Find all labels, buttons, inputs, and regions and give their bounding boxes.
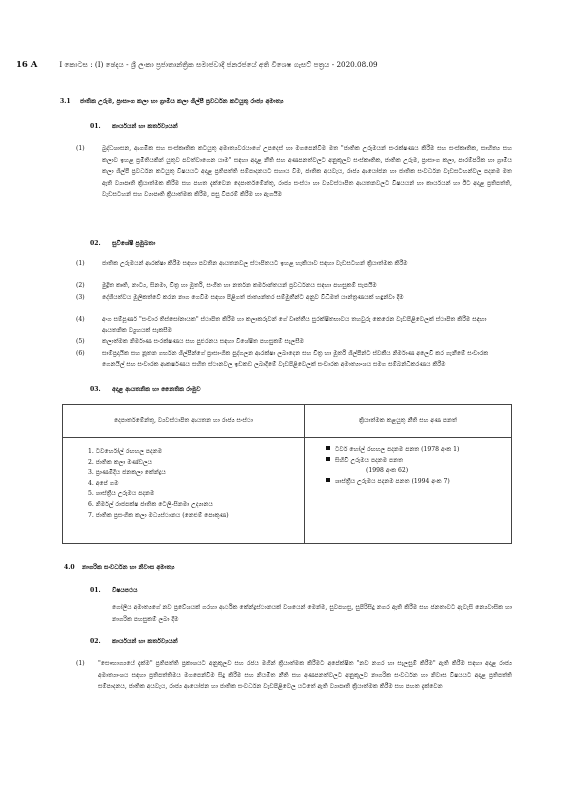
acts-list bbox=[306, 445, 510, 487]
subsection-number: 01. bbox=[90, 587, 101, 594]
section-title: නාගරික සංවර්ධන හා නිවාස අමාත්‍ය bbox=[82, 564, 175, 571]
table-header-acts: ක්‍රියාත්මක කළයුතු නීති සහ අණ පනත් bbox=[305, 405, 512, 438]
duties-paragraph: බුද්ධශාසන, ආගමික සහ සංස්කෘතික කටයුතු අමාත්‍යවරයාගේ උපදෙස් හා මගපෙන්වීම මත "ජාතික උරුමයන් සංරක්ෂණය කිරීම සහ සංස්කෘතික, සාහිත්‍ය සහ කලාව ඉහළ ප්‍රමිතියකින් යුතුව පවත්වාගෙන යාම" සඳහා අදාළ නීති සහ අණපනත්වලට අනුකූලව සංස්කෘතික, ජාතික උරුම, ප්‍රාසාංග කලා, පාරම්පරික හා ග්‍රාමීය කලා ශිල්පී ප්‍රවර්ධන කටයුතු විෂයයට අදාළ ප්‍රතිපත්ති සම්පාදනයට සහාය වීම, ජාතික අයවැය, රාජ්‍ය ආයෝජන හා ජාතික සංවර්ධන වැඩසටහන්වල පදනම මත ඇති ව්‍යාපෘති ක්‍රියාත්මක කිරීම සහ පහත දැක්වෙන දෙපාර්තමේන්තු, රාජ්‍ය සංස්ථා හා ව්‍යවස්ථාපිත ආයතනවලට විෂයයන් හා කාර්යයන් හා ඊට අදාළ ප්‍රතිපත්ති, වැඩසටහන් සහ ව්‍යාපෘති ක්‍රියාත්මක කිරීම, පසු විපරම් කිරීම හා ඇගයීම bbox=[102, 145, 512, 198]
section-title: ජාතික උරුම, ප්‍රාසාංග කලා හා ග්‍රාමීය කලා ශිල්පී ප්‍රවර්ධන කටයුතු රාජ්‍ය අමාත්‍ය bbox=[80, 98, 284, 105]
paragraph-number: (1) bbox=[76, 660, 85, 667]
header-title: I කොටස : (I) ඡෙදය - ශ්‍රී ලංකා ප්‍රජාතාන්ත්‍රික සමාජවාදී ජනරජයේ අති විශෙෂ ගැසට් පත්‍රය - 2020.08.09 bbox=[59, 60, 378, 69]
subsection-number: 01. bbox=[90, 123, 101, 130]
subsection-title: කාර්යයන් හා කර්තව්‍යයන් bbox=[112, 123, 178, 130]
list-item: 2. ජාතික කලා මණ්ඩලය bbox=[88, 458, 153, 466]
duties-paragraph: "සෞභාග්‍යයේ දැක්ම" ප්‍රතිපත්ති ප්‍රකාශයට අනුකූලව සහ රජය මගින් ක්‍රියාත්මක කිරීමට අපේක්ෂිත "නව නගර හා සැලසුම් කිරීම" ඇති කිරීම සඳහා අදාළ රාජ්‍ය අමාත්‍යාංශය සඳහා ප්‍රතිපත්තිමය මගපෙන්වීම සිදු කිරීම සහ නියමිත නීති සහ අණපනත්වලට අනුකූලව නාගරික සංවර්ධන හා නිවාස විෂයයට අදාළ ප්‍රතිපත්ති සම්පාදනය, ජාතික අයවැය, රාජ්‍ය ආයෝජන හා ජාතික සංවර්ධන වැඩපිළිවෙල යටතේ ඇති ව්‍යාපෘති ක්‍රියාත්මක කිරීම සහ පහත දැක්වෙන bbox=[98, 660, 512, 690]
list-item: 7. ජාතික ප්‍රසංගික කලා මධ්‍යස්ථානය (නෙළුම් පොකුණ) bbox=[88, 511, 229, 519]
subsection-title: සුවිශේෂී ප්‍රමුඛතා bbox=[112, 240, 156, 247]
list-item: සිහිවී උරුමය පදනම පනත (1998 අංක 62) bbox=[326, 456, 510, 477]
page-header bbox=[16, 60, 556, 70]
subsection-number: 02. bbox=[90, 638, 101, 645]
institutions-list bbox=[64, 447, 303, 521]
list-item: ශාස්ත්‍රීය උරුමය පදනම පනත (1994 අංක 7) bbox=[326, 477, 510, 488]
list-item: ටවර් හෝල් රඟහල පදනම පනත (1978 අංක 1) bbox=[326, 445, 510, 456]
gazette-page: 16 A I කොටස : (I) ඡෙදය - ශ්‍රී ලංකා ප්‍රජාතාන්ත්‍රික සමාජවාදී ජනරජයේ අති විශෙෂ ගැසට් පත්‍රය - 2020.08.09 3.1 ජාතික උරුම, ප්‍රාසාංග කලා හා ග්‍රාමීය කලා ශිල්පී ප්‍රවර්ධන කටයුතු රාජ්‍ය අමාත්‍ය 01. කාර්යයන් හා කර්තව්‍යයන් (1) බුද්ධශාසන, ආගමික සහ සංස්කෘතික කටයුතු අමාත්‍යවරයාගේ උපදෙස් හා මගපෙන්වීම මත "ජාතික උරුමයන් සංරක්ෂණය කිරීම සහ සංස්කෘතික, සාහිත්‍ය සහ කලාව ඉහළ ප්‍රමිතියකින් යුතුව පවත්වාගෙන යාම" සඳහා අදාළ නීති සහ අණපනත්වලට අනුකූලව සංස්කෘතික, ජාතික උරුම, ප්‍රාසාංග කලා, පාරම්පරික හා ග්‍රාමීය කලා ශිල්පී ප්‍රවර්ධන කටයුතු විෂයයට අදාළ ප්‍රතිපත්ති සම්පාදනයට සහාය වීම, ජාතික අයවැය, රාජ්‍ය ආයෝජන හා ජාතික සංවර්ධන වැඩසටහන්වල පදනම මත ඇති ව්‍යාපෘති ක්‍රියාත්මක කිරීම සහ පහත දැක්වෙන දෙපාර්තමේන්තු, රාජ්‍ය සංස්ථා හා ව්‍යවස්ථාපිත ආයතනවලට විෂයයන් හා කාර්යයන් හා ඊට අදාළ ප්‍රතිපත්ති, වැඩසටහන් සහ ව්‍යාපෘති ක්‍රියාත්මක කිරීම, පසු විපරම් කිරීම හා ඇගයීම 02. සුවිශේෂී ප්‍රමුඛතා (1) ජාතික උරුමයන් ආරක්ෂා කිරීම සඳහා පවතින ආයතනවල ස්ථාපිතයට ඉහළ හැකියාව සඳහා වැඩසටහන් ක්‍රියාත්මක කිරීම (2) මුද්‍රිත කෘති, නාට්‍ය, සිනමා, චිත්‍ර හා මූර්ති, සංගීත හා නර්තන කර්මාන්තයන් ප්‍රවර්ධනය සඳහා පහසුකම් සැපයීම (3) දේශීයත්වය මූලිකත්වේ කරන නාග ගෙවීම සඳහා පිළිගත් ජාත්‍යන්තර සම්මුතීන්ට අනුව විධිමත් යාන්ත්‍රණයක් හඳුන්වා දීම (4) අංග සම්පූර්ණ "සංචාර තිස්සෝනායක" ස්ථාපිත කිරීම හා කලාකරුවන් ගේ වෘත්තීය සුරක්ෂිතභාවය තහවුරු කෙරෙන වැඩපිළිවෙලක් ස්ථාපිත කිරීම සඳහා ආයතනික ව්‍යුහයක් සැකසීම (5) කලාත්මක නිර්මාණ සංරක්ෂණය සහ පුළුරනය සඳහා විශේෂිත පහසුකම් සැලසීම (6) සාම්ප්‍රදායික සහ නූතන ගර්භන ශිල්පීන්ගේ ප්‍රාසාංගික පුද්ගලන ආරක්ෂා ලබාදෙන සහ චිත්‍ර හා මූර්ති ශිල්පීන්ට ස්වකීය නිර්මාණ අලෙවි කර ගැනීමේ සංචාරක ගෙනයිල් සහ සංචාරක ආකර්ෂණය සහිත ස්ථානවල ඉඩකඩ ලබාදීමේ වැඩපිළිවෙලක් සංචාරක අමාත්‍යාංශය සමග සම්බන්ධීකරණය කිරීම 03. අදාළ ආයතනික හා නෛතික රාමුව දෙපාර්තමේන්තු, ව්‍යවස්ථාපිත ආයතන හා රාජ්‍ය සංස්ථා ක්‍රියාත්මක කළයුතු නීති සහ අණ පනත් 1. ටවර්හෝල් රඟහල පදනම 2. ජාතික කලා මණ්ඩලය 3. ප්‍රාණමිදිය ජනකලා කේන්ද්‍රය 4. අපේ ගම 5. ශාස්ත්‍රීය උරුමය පදනම 6. නිර්මල් රාජපක්ෂ ජාතික ටෙලි-සිනමා උද්‍යානය 7. ජාතික ප්‍රසංගික කලා මධ්‍යස්ථානය (නෙළුම් පොකුණ) ටවර් හෝල් රඟහල පදනම පනත (1978 අංක 1) සිහිවී උරුමය පදනම පනත (1998 අංක 62) ශාස්ත්‍රීය උරුමය පදනම පනත (1994 අංක 7) 4.0 නාගරික සංවර්ධන හා නිවාස අමාත්‍ය 01. විෂයපථය ගෝලීය අමාත්‍යගේ නව ප්‍රවේශයක් ගරහා ආර්ථික කේන්ද්‍රස්ථානයක් වශයෙන් මෙන්ම, සුවපහසු, සුපිරිසිදු නගර ඇති කිරීම සහ ජනතාවට ඇවැසි න්‍යෙවාසික හා නාගරික පහසුකම් ලබා දීම 02. කාර්යයන් හා කර්තව්‍යයන් (1) "සෞභාග්‍යයේ දැක්ම" ප්‍රතිපත්ති ප්‍රකාශයට අනුකූලව සහ රජය මගින් ක්‍රියාත්මක කිරීමට අපේක්ෂිත "නව නගර හා සැලසුම් කිරීම" ඇති කිරීම සඳහා අදාළ රාජ්‍ය අමාත්‍යාංශය සඳහා ප්‍රතිපත්තිමය මගපෙන්වීම සිදු කිරීම සහ නියමිත නීති සහ අණපනත්වලට අනුකූලව නාගරික සංවර්ධන හා නිවාස විෂයයට අදාළ ප්‍රතිපත්ති සම්පාදනය, ජාතික අයවැය, රාජ්‍ය ආයෝජන හා ජාතික සංවර්ධන වැඩපිළිවෙල යටතේ ඇති ව්‍යාපෘති ක්‍රියාත්මක කිරීම සහ පහත දැක්වෙන bbox=[0, 0, 565, 800]
subsection-number: 03. bbox=[90, 386, 101, 393]
list-item: 6. නිර්මල් රාජපක්ෂ ජාතික ටෙලි-සිනමා උද්‍යානය bbox=[88, 500, 213, 508]
list-item: 4. අපේ ගම bbox=[88, 479, 119, 487]
section-number: 3.1 bbox=[60, 98, 71, 105]
bullet-square-icon bbox=[326, 446, 330, 450]
section-number: 4.0 bbox=[64, 564, 75, 571]
institutional-framework-table bbox=[62, 404, 512, 544]
subsection-title: විෂයපථය bbox=[112, 587, 138, 594]
bullet-square-icon bbox=[326, 478, 330, 482]
scope-paragraph: ගෝලීය අමාත්‍යගේ නව ප්‍රවේශයක් ගරහා ආර්ථික කේන්ද්‍රස්ථානයක් වශයෙන් මෙන්ම, සුවපහසු, සුපිරිසිදු නගර ඇති කිරීම සහ ජනතාවට ඇවැසි න්‍යෙවාසික හා නාගරික පහසුකම් ලබා දීම bbox=[112, 604, 512, 623]
subsection-title: අදාළ ආයතනික හා නෛතික රාමුව bbox=[112, 386, 201, 393]
institutions-cell bbox=[63, 438, 305, 544]
paragraph-number: (1) bbox=[76, 145, 85, 152]
list-item: 1. ටවර්හෝල් රඟහල පදනම bbox=[88, 448, 163, 455]
table-header-institutions: දෙපාර්තමේන්තු, ව්‍යවස්ථාපිත ආයතන හා රාජ්‍ය සංස්ථා bbox=[63, 405, 305, 438]
bullet-square-icon bbox=[326, 457, 330, 461]
page-number: 16 A bbox=[16, 60, 38, 70]
acts-cell bbox=[305, 438, 512, 544]
list-item: 3. ප්‍රාණමිදිය ජනකලා කේන්ද්‍රය bbox=[88, 469, 166, 477]
subsection-number: 02. bbox=[90, 240, 101, 247]
subsection-title: කාර්යයන් හා කර්තව්‍යයන් bbox=[112, 638, 178, 645]
list-item: 5. ශාස්ත්‍රීය උරුමය පදනම bbox=[88, 490, 155, 498]
